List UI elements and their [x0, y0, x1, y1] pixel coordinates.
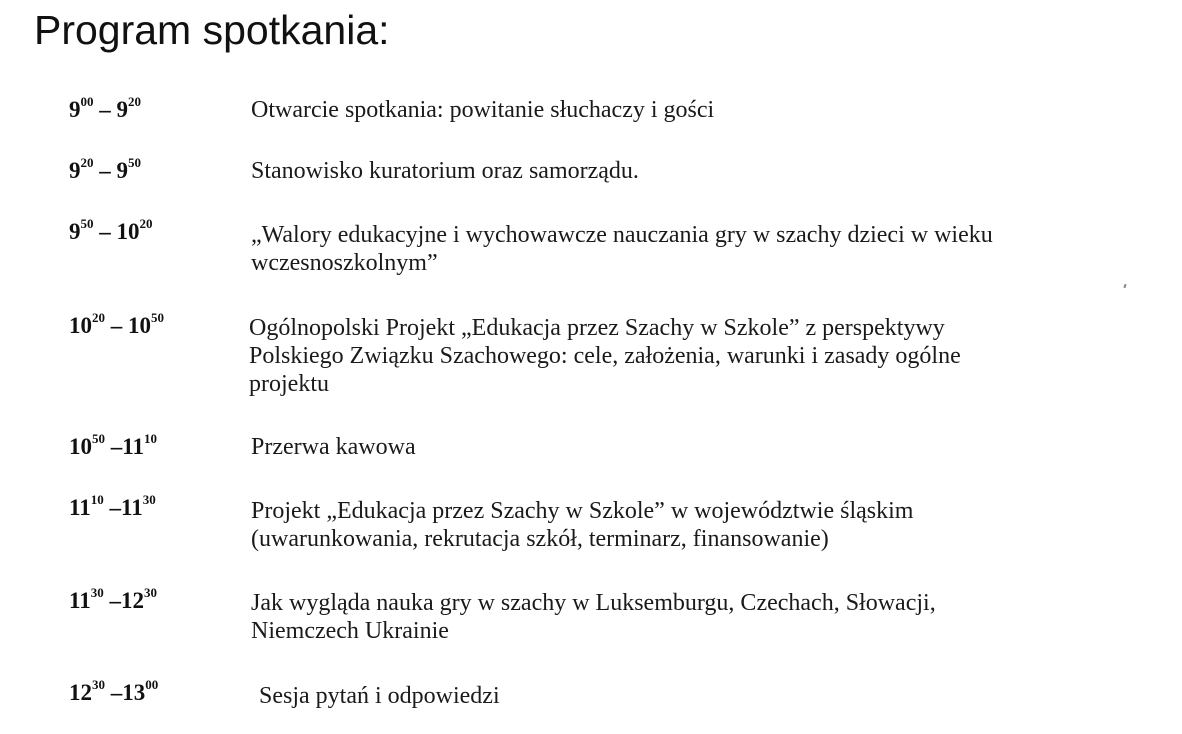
start-hour: 11 [69, 495, 91, 520]
agenda-time [69, 494, 156, 522]
time-dash: – [103, 588, 121, 613]
start-hour: 12 [69, 680, 92, 705]
description-line: Niemczech Ukrainie [251, 618, 449, 644]
time-dash: – [93, 219, 117, 244]
time-dash: – [93, 97, 117, 122]
time-dash: – [103, 495, 121, 520]
end-minutes-superscript: 50 [151, 310, 164, 326]
agenda-time [69, 587, 157, 615]
agenda-time [69, 157, 141, 185]
description-line: Polskiego Związku Szachowego: cele, założenia, warunki i zasady ogólne [249, 343, 961, 369]
agenda-description [259, 682, 1169, 710]
agenda-time [69, 679, 158, 707]
page-title: Program spotkania: [34, 7, 390, 53]
end-minutes-superscript: 20 [128, 94, 141, 110]
start-minutes-superscript: 50 [92, 431, 105, 447]
start-minutes-superscript: 20 [80, 155, 94, 171]
end-minutes-superscript: 30 [142, 492, 156, 508]
start-hour: 10 [69, 434, 92, 459]
end-hour: 10 [128, 313, 151, 338]
agenda-description [249, 314, 1159, 398]
start-hour: 9 [69, 219, 81, 244]
end-minutes-superscript: 10 [143, 431, 157, 447]
end-minutes-superscript: 30 [143, 585, 157, 601]
end-minutes-superscript: 20 [139, 216, 153, 232]
description-line: Ogólnopolski Projekt „Edukacja przez Szachy w Szkole” z perspektywy [249, 315, 945, 341]
start-minutes-superscript: 10 [90, 492, 104, 508]
description-line: „Walory edukacyjne i wychowawcze nauczania gry w szachy dzieci w wieku [251, 222, 993, 248]
agenda-time [69, 218, 153, 246]
description-line: wczesnoszkolnym” [251, 250, 438, 276]
end-hour: 9 [116, 158, 128, 183]
description-line: Projekt „Edukacja przez Szachy w Szkole” w województwie śląskim [251, 498, 914, 524]
agenda-description [251, 96, 1161, 124]
description-line: Jak wygląda nauka gry w szachy w Luksemburgu, Czechach, Słowacji, [251, 590, 936, 616]
agenda-time [69, 433, 157, 461]
start-minutes-superscript: 50 [80, 216, 94, 232]
agenda-description [251, 497, 1161, 553]
description-line: Sesja pytań i odpowiedzi [259, 683, 500, 709]
end-hour: 11 [122, 434, 144, 459]
end-hour: 13 [122, 680, 146, 705]
end-hour: 11 [120, 495, 143, 520]
time-dash: – [105, 680, 123, 705]
agenda-description [251, 157, 1161, 185]
start-hour: 10 [69, 313, 92, 338]
end-hour: 10 [116, 219, 140, 244]
agenda-description [251, 221, 1161, 277]
time-dash: – [105, 434, 123, 459]
description-line: Otwarcie spotkania: powitanie słuchaczy i gości [251, 97, 715, 123]
agenda-description [251, 589, 1161, 645]
time-dash: – [105, 313, 128, 338]
description-line: Przerwa kawowa [251, 434, 416, 460]
start-hour: 9 [69, 158, 81, 183]
time-dash: – [93, 158, 117, 183]
start-minutes-superscript: 30 [90, 585, 104, 601]
agenda-description [251, 433, 1161, 461]
agenda-time [69, 312, 164, 340]
start-minutes-superscript: 00 [80, 94, 94, 110]
description-line: Stanowisko kuratorium oraz samorządu. [251, 158, 639, 184]
end-hour: 12 [120, 588, 144, 613]
description-line: (uwarunkowania, rekrutacja szkół, terminarz, finansowanie) [251, 526, 829, 552]
end-minutes-superscript: 00 [145, 677, 159, 693]
agenda-time [69, 96, 141, 124]
start-hour: 9 [69, 97, 81, 122]
end-hour: 9 [116, 97, 128, 122]
end-minutes-superscript: 50 [128, 155, 141, 171]
start-minutes-superscript: 20 [92, 310, 105, 326]
description-line: projektu [249, 371, 329, 397]
start-minutes-superscript: 30 [92, 677, 105, 693]
start-hour: 11 [69, 588, 91, 613]
